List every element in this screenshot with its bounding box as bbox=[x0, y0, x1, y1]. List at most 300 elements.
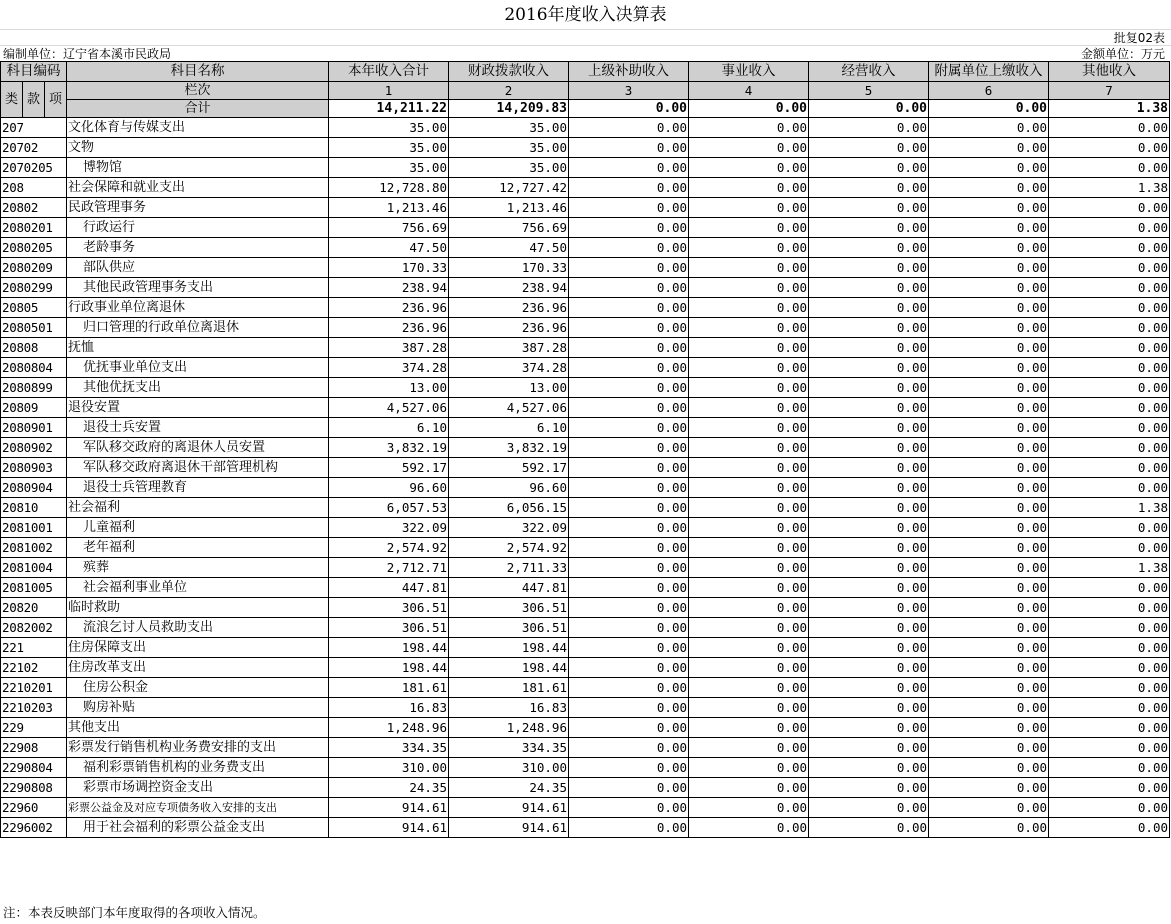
table-row bbox=[1, 798, 1170, 818]
amount-cell: 0.00 bbox=[689, 738, 809, 758]
amount-cell: 0.00 bbox=[689, 558, 809, 578]
amount-cell: 0.00 bbox=[569, 178, 689, 198]
amount-cell: 0.00 bbox=[929, 118, 1049, 138]
amount-cell: 0.00 bbox=[569, 218, 689, 238]
table-row bbox=[1, 458, 1170, 478]
amount-cell: 0.00 bbox=[689, 358, 809, 378]
amount-cell: 13.00 bbox=[329, 378, 449, 398]
amount-cell: 0.00 bbox=[929, 278, 1049, 298]
subject-code: 2210203 bbox=[1, 698, 67, 718]
amount-cell: 0.00 bbox=[569, 458, 689, 478]
table-row bbox=[1, 718, 1170, 738]
amount-cell: 374.28 bbox=[329, 358, 449, 378]
amount-cell: 310.00 bbox=[329, 758, 449, 778]
amount-cell: 0.00 bbox=[569, 258, 689, 278]
amount-cell: 0.00 bbox=[1049, 578, 1170, 598]
amount-cell: 0.00 bbox=[809, 278, 929, 298]
subject-name: 临时救助 bbox=[67, 598, 329, 618]
subject-name: 社会福利 bbox=[67, 498, 329, 518]
amount-cell: 0.00 bbox=[569, 498, 689, 518]
amount-cell: 0.00 bbox=[809, 218, 929, 238]
total-value-5: 0.00 bbox=[809, 100, 929, 118]
amount-cell: 6,057.53 bbox=[329, 498, 449, 518]
amount-cell: 0.00 bbox=[809, 598, 929, 618]
amount-cell: 0.00 bbox=[689, 118, 809, 138]
amount-cell: 374.28 bbox=[449, 358, 569, 378]
amount-cell: 0.00 bbox=[809, 558, 929, 578]
amount-cell: 0.00 bbox=[1049, 618, 1170, 638]
amount-cell: 96.60 bbox=[449, 478, 569, 498]
amount-cell: 0.00 bbox=[569, 298, 689, 318]
subject-code: 2080902 bbox=[1, 438, 67, 458]
amount-cell: 0.00 bbox=[569, 418, 689, 438]
amount-cell: 2,711.33 bbox=[449, 558, 569, 578]
subject-name: 老龄事务 bbox=[67, 238, 329, 258]
table-row bbox=[1, 438, 1170, 458]
amount-cell: 0.00 bbox=[689, 258, 809, 278]
total-value-2: 14,209.83 bbox=[449, 100, 569, 118]
amount-cell: 1,248.96 bbox=[449, 718, 569, 738]
subject-code: 2081005 bbox=[1, 578, 67, 598]
amount-cell: 0.00 bbox=[809, 798, 929, 818]
amount-cell: 0.00 bbox=[929, 218, 1049, 238]
subject-code: 2290808 bbox=[1, 778, 67, 798]
amount-cell: 35.00 bbox=[329, 158, 449, 178]
amount-cell: 0.00 bbox=[1049, 718, 1170, 738]
amount-cell: 0.00 bbox=[929, 638, 1049, 658]
amount-cell: 1.38 bbox=[1049, 498, 1170, 518]
amount-cell: 181.61 bbox=[329, 678, 449, 698]
amount-cell: 0.00 bbox=[809, 118, 929, 138]
subject-code: 2081002 bbox=[1, 538, 67, 558]
row-divider bbox=[0, 29, 1171, 30]
amount-cell: 0.00 bbox=[809, 438, 929, 458]
amount-cell: 0.00 bbox=[1049, 418, 1170, 438]
amount-cell: 35.00 bbox=[329, 138, 449, 158]
subject-code: 2080901 bbox=[1, 418, 67, 438]
amount-cell: 6.10 bbox=[449, 418, 569, 438]
amount-cell: 236.96 bbox=[449, 298, 569, 318]
subject-code: 20702 bbox=[1, 138, 67, 158]
amount-cell: 0.00 bbox=[929, 298, 1049, 318]
row-divider bbox=[0, 45, 1171, 46]
amount-cell: 181.61 bbox=[449, 678, 569, 698]
amount-cell: 0.00 bbox=[569, 338, 689, 358]
amount-cell: 0.00 bbox=[689, 438, 809, 458]
amount-cell: 0.00 bbox=[689, 678, 809, 698]
amount-cell: 0.00 bbox=[689, 418, 809, 438]
subject-code: 2080904 bbox=[1, 478, 67, 498]
total-value-4: 0.00 bbox=[689, 100, 809, 118]
amount-cell: 0.00 bbox=[569, 478, 689, 498]
amount-cell: 0.00 bbox=[809, 498, 929, 518]
amount-cell: 0.00 bbox=[809, 538, 929, 558]
amount-cell: 0.00 bbox=[689, 618, 809, 638]
amount-cell: 0.00 bbox=[1049, 118, 1170, 138]
table-row bbox=[1, 538, 1170, 558]
amount-cell: 4,527.06 bbox=[449, 398, 569, 418]
amount-cell: 0.00 bbox=[689, 538, 809, 558]
amount-cell: 6.10 bbox=[329, 418, 449, 438]
header-col-2: 财政拨款收入 bbox=[449, 62, 569, 82]
header-lei: 类 bbox=[1, 82, 23, 118]
amount-cell: 0.00 bbox=[689, 298, 809, 318]
amount-cell: 447.81 bbox=[329, 578, 449, 598]
table-row bbox=[1, 158, 1170, 178]
amount-cell: 0.00 bbox=[1049, 438, 1170, 458]
table-row bbox=[1, 658, 1170, 678]
amount-cell: 0.00 bbox=[809, 758, 929, 778]
table-row bbox=[1, 198, 1170, 218]
subject-name: 行政事业单位离退休 bbox=[67, 298, 329, 318]
table-row bbox=[1, 118, 1170, 138]
amount-cell: 0.00 bbox=[689, 578, 809, 598]
amount-cell: 236.96 bbox=[449, 318, 569, 338]
subject-name: 彩票市场调控资金支出 bbox=[67, 778, 329, 798]
col-number-2: 2 bbox=[449, 82, 569, 100]
total-value-3: 0.00 bbox=[569, 100, 689, 118]
subject-code: 2080903 bbox=[1, 458, 67, 478]
amount-cell: 0.00 bbox=[689, 778, 809, 798]
amount-cell: 47.50 bbox=[329, 238, 449, 258]
table-row bbox=[1, 218, 1170, 238]
amount-cell: 0.00 bbox=[689, 498, 809, 518]
amount-cell: 0.00 bbox=[689, 458, 809, 478]
table-row bbox=[1, 478, 1170, 498]
amount-cell: 0.00 bbox=[809, 678, 929, 698]
col-number-4: 4 bbox=[689, 82, 809, 100]
amount-cell: 0.00 bbox=[929, 678, 1049, 698]
amount-cell: 1,213.46 bbox=[449, 198, 569, 218]
amount-cell: 0.00 bbox=[569, 378, 689, 398]
amount-cell: 0.00 bbox=[809, 238, 929, 258]
amount-cell: 0.00 bbox=[569, 398, 689, 418]
subject-code: 2082002 bbox=[1, 618, 67, 638]
table-row bbox=[1, 778, 1170, 798]
amount-cell: 0.00 bbox=[1049, 138, 1170, 158]
table-row bbox=[1, 518, 1170, 538]
table-row bbox=[1, 418, 1170, 438]
header-col-6: 附属单位上缴收入 bbox=[929, 62, 1049, 82]
subject-name: 儿童福利 bbox=[67, 518, 329, 538]
amount-cell: 310.00 bbox=[449, 758, 569, 778]
amount-cell: 238.94 bbox=[449, 278, 569, 298]
amount-cell: 0.00 bbox=[569, 678, 689, 698]
table-row bbox=[1, 638, 1170, 658]
table-row bbox=[1, 578, 1170, 598]
subject-code: 20809 bbox=[1, 398, 67, 418]
subject-name: 福利彩票销售机构的业务费支出 bbox=[67, 758, 329, 778]
subject-name: 行政运行 bbox=[67, 218, 329, 238]
table-row bbox=[1, 598, 1170, 618]
amount-cell: 592.17 bbox=[449, 458, 569, 478]
amount-cell: 0.00 bbox=[929, 538, 1049, 558]
amount-cell: 0.00 bbox=[1049, 478, 1170, 498]
table-row bbox=[1, 338, 1170, 358]
amount-cell: 0.00 bbox=[689, 758, 809, 778]
amount-cell: 0.00 bbox=[569, 118, 689, 138]
amount-cell: 0.00 bbox=[929, 398, 1049, 418]
amount-cell: 0.00 bbox=[809, 198, 929, 218]
col-number-3: 3 bbox=[569, 82, 689, 100]
amount-cell: 24.35 bbox=[449, 778, 569, 798]
subject-name: 殡葬 bbox=[67, 558, 329, 578]
amount-cell: 0.00 bbox=[929, 658, 1049, 678]
amount-cell: 1,213.46 bbox=[329, 198, 449, 218]
header-lanci: 栏次 bbox=[67, 82, 329, 100]
amount-cell: 306.51 bbox=[329, 598, 449, 618]
table-row bbox=[1, 258, 1170, 278]
amount-cell: 170.33 bbox=[449, 258, 569, 278]
amount-cell: 0.00 bbox=[689, 638, 809, 658]
amount-cell: 0.00 bbox=[689, 478, 809, 498]
amount-cell: 0.00 bbox=[809, 778, 929, 798]
subject-code: 22908 bbox=[1, 738, 67, 758]
total-label: 合计 bbox=[67, 100, 329, 118]
amount-cell: 0.00 bbox=[929, 338, 1049, 358]
subject-name: 其他支出 bbox=[67, 718, 329, 738]
subject-code: 221 bbox=[1, 638, 67, 658]
subject-code: 22960 bbox=[1, 798, 67, 818]
amount-cell: 0.00 bbox=[809, 338, 929, 358]
amount-cell: 0.00 bbox=[689, 718, 809, 738]
amount-cell: 0.00 bbox=[809, 178, 929, 198]
amount-cell: 96.60 bbox=[329, 478, 449, 498]
amount-cell: 0.00 bbox=[1049, 638, 1170, 658]
amount-cell: 0.00 bbox=[1049, 458, 1170, 478]
subject-code: 229 bbox=[1, 718, 67, 738]
amount-cell: 0.00 bbox=[569, 238, 689, 258]
amount-cell: 334.35 bbox=[329, 738, 449, 758]
income-table bbox=[0, 61, 1170, 838]
subject-code: 2080209 bbox=[1, 258, 67, 278]
amount-cell: 0.00 bbox=[569, 598, 689, 618]
report-title: 2016年度收入决算表 bbox=[504, 5, 667, 25]
table-row bbox=[1, 818, 1170, 838]
amount-cell: 3,832.19 bbox=[449, 438, 569, 458]
amount-cell: 35.00 bbox=[329, 118, 449, 138]
subject-code: 2080299 bbox=[1, 278, 67, 298]
amount-cell: 198.44 bbox=[329, 638, 449, 658]
amount-cell: 0.00 bbox=[689, 698, 809, 718]
amount-cell: 592.17 bbox=[329, 458, 449, 478]
amount-cell: 334.35 bbox=[449, 738, 569, 758]
table-row bbox=[1, 758, 1170, 778]
amount-cell: 2,574.92 bbox=[329, 538, 449, 558]
amount-cell: 12,728.80 bbox=[329, 178, 449, 198]
amount-cell: 0.00 bbox=[809, 658, 929, 678]
amount-cell: 16.83 bbox=[449, 698, 569, 718]
amount-cell: 0.00 bbox=[689, 158, 809, 178]
amount-cell: 0.00 bbox=[1049, 778, 1170, 798]
amount-cell: 0.00 bbox=[929, 378, 1049, 398]
amount-cell: 0.00 bbox=[1049, 318, 1170, 338]
amount-cell: 16.83 bbox=[329, 698, 449, 718]
amount-cell: 1,248.96 bbox=[329, 718, 449, 738]
amount-cell: 0.00 bbox=[1049, 678, 1170, 698]
amount-cell: 0.00 bbox=[929, 438, 1049, 458]
subject-name: 优抚事业单位支出 bbox=[67, 358, 329, 378]
amount-cell: 306.51 bbox=[449, 618, 569, 638]
amount-cell: 0.00 bbox=[929, 518, 1049, 538]
amount-cell: 12,727.42 bbox=[449, 178, 569, 198]
amount-cell: 0.00 bbox=[569, 158, 689, 178]
header-name: 科目名称 bbox=[67, 62, 329, 82]
amount-cell: 4,527.06 bbox=[329, 398, 449, 418]
amount-cell: 0.00 bbox=[1049, 378, 1170, 398]
subject-name: 住房公积金 bbox=[67, 678, 329, 698]
amount-cell: 0.00 bbox=[569, 778, 689, 798]
table-row bbox=[1, 698, 1170, 718]
amount-cell: 0.00 bbox=[809, 458, 929, 478]
amount-cell: 0.00 bbox=[689, 398, 809, 418]
amount-cell: 387.28 bbox=[329, 338, 449, 358]
amount-cell: 0.00 bbox=[689, 338, 809, 358]
amount-cell: 0.00 bbox=[1049, 158, 1170, 178]
amount-cell: 0.00 bbox=[929, 818, 1049, 838]
amount-cell: 0.00 bbox=[929, 238, 1049, 258]
amount-cell: 0.00 bbox=[1049, 658, 1170, 678]
subject-code: 2080201 bbox=[1, 218, 67, 238]
amount-cell: 914.61 bbox=[449, 798, 569, 818]
subject-code: 2080804 bbox=[1, 358, 67, 378]
amount-cell: 0.00 bbox=[569, 538, 689, 558]
amount-cell: 0.00 bbox=[929, 198, 1049, 218]
amount-cell: 0.00 bbox=[809, 298, 929, 318]
subject-code: 22102 bbox=[1, 658, 67, 678]
amount-cell: 0.00 bbox=[929, 458, 1049, 478]
table-row bbox=[1, 378, 1170, 398]
subject-code: 20820 bbox=[1, 598, 67, 618]
amount-cell: 0.00 bbox=[569, 718, 689, 738]
amount-cell: 0.00 bbox=[569, 138, 689, 158]
amount-cell: 0.00 bbox=[929, 718, 1049, 738]
amount-cell: 6,056.15 bbox=[449, 498, 569, 518]
amount-cell: 0.00 bbox=[1049, 538, 1170, 558]
amount-cell: 0.00 bbox=[569, 578, 689, 598]
amount-cell: 0.00 bbox=[1049, 198, 1170, 218]
amount-cell: 306.51 bbox=[449, 598, 569, 618]
subject-code: 2081001 bbox=[1, 518, 67, 538]
subject-name: 彩票公益金及对应专项债务收入安排的支出 bbox=[67, 798, 329, 818]
amount-cell: 0.00 bbox=[929, 318, 1049, 338]
amount-cell: 0.00 bbox=[929, 138, 1049, 158]
amount-cell: 0.00 bbox=[809, 158, 929, 178]
table-row bbox=[1, 738, 1170, 758]
subject-name: 归口管理的行政单位离退休 bbox=[67, 318, 329, 338]
amount-cell: 0.00 bbox=[809, 818, 929, 838]
amount-cell: 24.35 bbox=[329, 778, 449, 798]
amount-cell: 0.00 bbox=[569, 198, 689, 218]
subject-name: 住房保障支出 bbox=[67, 638, 329, 658]
amount-cell: 0.00 bbox=[1049, 798, 1170, 818]
subject-name: 退役安置 bbox=[67, 398, 329, 418]
footnote: 注：本表反映部门本年度取得的各项收入情况。 bbox=[3, 905, 266, 920]
amount-cell: 0.00 bbox=[1049, 338, 1170, 358]
subject-code: 2210201 bbox=[1, 678, 67, 698]
amount-cell: 0.00 bbox=[809, 478, 929, 498]
amount-cell: 0.00 bbox=[929, 178, 1049, 198]
amount-cell: 0.00 bbox=[929, 778, 1049, 798]
subject-code: 2080205 bbox=[1, 238, 67, 258]
subject-name: 老年福利 bbox=[67, 538, 329, 558]
amount-cell: 47.50 bbox=[449, 238, 569, 258]
subject-name: 社会福利事业单位 bbox=[67, 578, 329, 598]
amount-cell: 0.00 bbox=[689, 658, 809, 678]
amount-cell: 0.00 bbox=[569, 518, 689, 538]
col-number-7: 7 bbox=[1049, 82, 1170, 100]
amount-cell: 387.28 bbox=[449, 338, 569, 358]
amount-cell: 0.00 bbox=[929, 698, 1049, 718]
subject-code: 207 bbox=[1, 118, 67, 138]
amount-cell: 0.00 bbox=[689, 198, 809, 218]
amount-cell: 0.00 bbox=[929, 578, 1049, 598]
amount-cell: 0.00 bbox=[569, 798, 689, 818]
table-row bbox=[1, 558, 1170, 578]
subject-name: 购房补贴 bbox=[67, 698, 329, 718]
amount-cell: 236.96 bbox=[329, 298, 449, 318]
amount-cell: 0.00 bbox=[569, 438, 689, 458]
amount-cell: 0.00 bbox=[929, 358, 1049, 378]
amount-cell: 0.00 bbox=[1049, 818, 1170, 838]
amount-cell: 0.00 bbox=[1049, 698, 1170, 718]
subject-name: 文化体育与传媒支出 bbox=[67, 118, 329, 138]
amount-cell: 322.09 bbox=[329, 518, 449, 538]
subject-code: 2080501 bbox=[1, 318, 67, 338]
amount-cell: 0.00 bbox=[809, 138, 929, 158]
amount-cell: 0.00 bbox=[689, 138, 809, 158]
amount-cell: 0.00 bbox=[929, 618, 1049, 638]
table-row bbox=[1, 238, 1170, 258]
amount-cell: 0.00 bbox=[569, 558, 689, 578]
table-row bbox=[1, 498, 1170, 518]
table-row bbox=[1, 318, 1170, 338]
subject-name: 文物 bbox=[67, 138, 329, 158]
subject-name: 军队移交政府离退休干部管理机构 bbox=[67, 458, 329, 478]
organization-label: 编制单位：辽宁省本溪市民政局 bbox=[3, 47, 172, 61]
amount-cell: 0.00 bbox=[929, 798, 1049, 818]
amount-cell: 0.00 bbox=[689, 278, 809, 298]
subject-code: 20805 bbox=[1, 298, 67, 318]
amount-cell: 1.38 bbox=[1049, 558, 1170, 578]
amount-cell: 1.38 bbox=[1049, 178, 1170, 198]
table-row bbox=[1, 138, 1170, 158]
form-number: 批复02表 bbox=[1113, 31, 1165, 45]
subject-name: 部队供应 bbox=[67, 258, 329, 278]
amount-cell: 0.00 bbox=[689, 518, 809, 538]
amount-cell: 198.44 bbox=[329, 658, 449, 678]
subject-name: 退役士兵安置 bbox=[67, 418, 329, 438]
amount-cell: 236.96 bbox=[329, 318, 449, 338]
lanci-row bbox=[1, 82, 1170, 100]
amount-cell: 756.69 bbox=[329, 218, 449, 238]
amount-cell: 914.61 bbox=[449, 818, 569, 838]
amount-cell: 0.00 bbox=[809, 718, 929, 738]
header-row bbox=[1, 62, 1170, 82]
subject-code: 2296002 bbox=[1, 818, 67, 838]
amount-cell: 0.00 bbox=[1049, 258, 1170, 278]
total-value-1: 14,211.22 bbox=[329, 100, 449, 118]
amount-cell: 0.00 bbox=[809, 698, 929, 718]
amount-cell: 306.51 bbox=[329, 618, 449, 638]
amount-cell: 0.00 bbox=[1049, 358, 1170, 378]
amount-cell: 0.00 bbox=[929, 558, 1049, 578]
amount-cell: 0.00 bbox=[809, 258, 929, 278]
col-number-6: 6 bbox=[929, 82, 1049, 100]
table-row bbox=[1, 178, 1170, 198]
amount-cell: 756.69 bbox=[449, 218, 569, 238]
amount-cell: 35.00 bbox=[449, 138, 569, 158]
